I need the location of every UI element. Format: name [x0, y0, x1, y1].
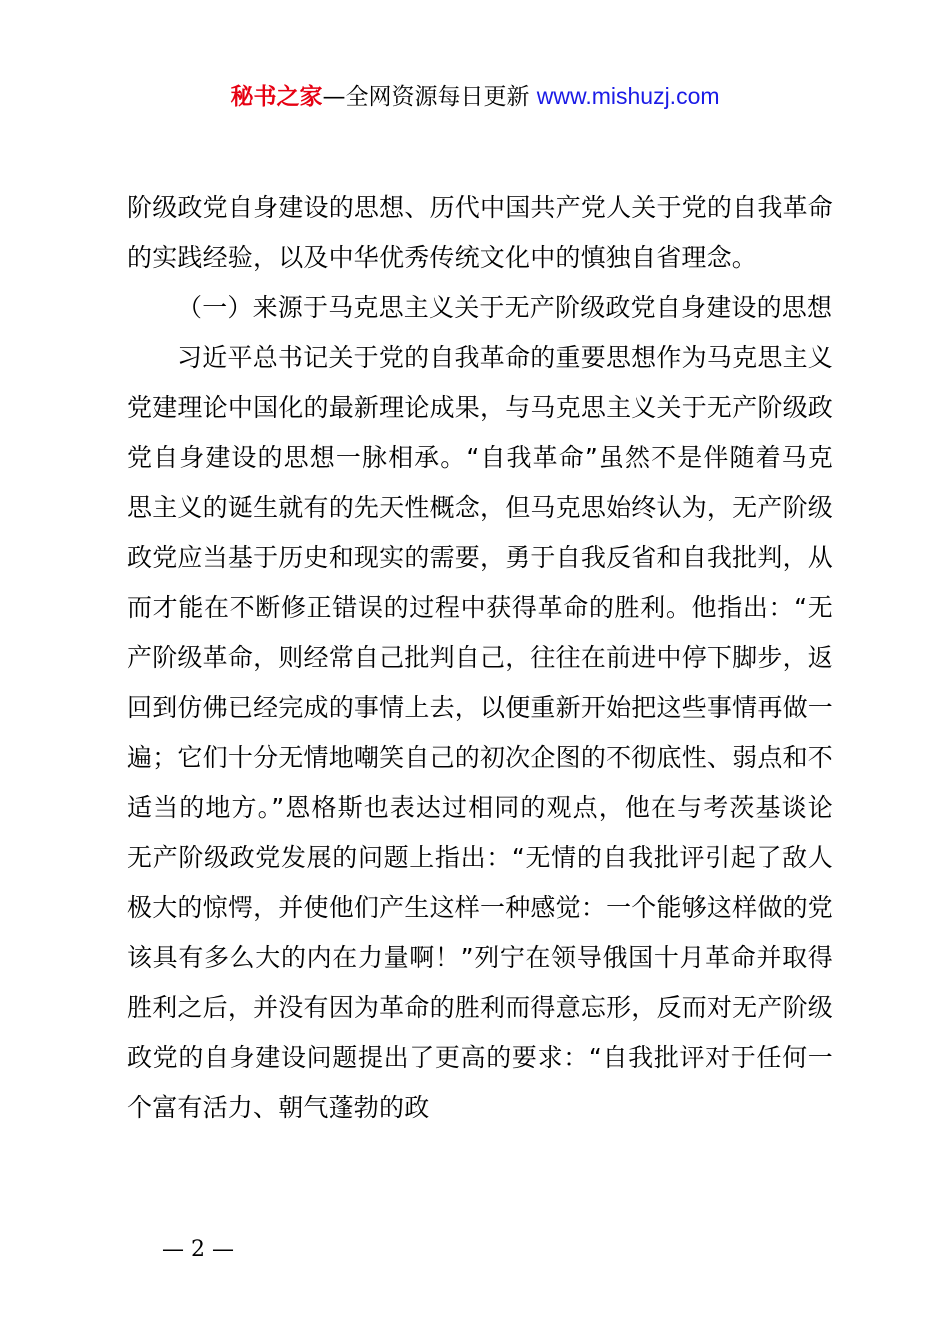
paragraph-continuation: 阶级政党自身建设的思想、历代中国共产党人关于党的自我革命的实践经验，以及中华优秀传统文化中的慎独自省理念。	[127, 193, 833, 272]
section-heading: （一）来源于马克思主义关于无产阶级政党自身建设的思想	[177, 293, 833, 322]
header-tagline: —全网资源每日更新	[322, 84, 537, 110]
document-body	[127, 183, 833, 1133]
page-number: — 2 —	[162, 1237, 234, 1262]
site-url-link[interactable]: www.mishuzj.com	[536, 83, 720, 109]
brand-name: 秘书之家	[230, 84, 323, 110]
site-header	[0, 80, 950, 113]
paragraph-main: 习近平总书记关于党的自我革命的重要思想作为马克思主义党建理论中国化的最新理论成果，与马克思主义关于无产阶级政党自身建设的思想一脉相承。“自我革命”虽然不是伴随着马克思主义的诞生就有的先天性概念，但马克思始终认为，无产阶级政党应当基于历史和现实的需要，勇于自我反省和自我批判，从而才能在不断修正错误的过程中获得革命的胜利。他指出：“无产阶级革命，则经常自己批判自己，往往在前进中停下脚步，返回到仿佛已经完成的事情上去，以便重新开始把这些事情再做一遍；它们十分无情地嘲笑自己的初次企图的不彻底性、弱点和不适当的地方。”恩格斯也表达过相同的观点，他在与考茨基谈论无产阶级政党发展的问题上指出：“无情的自我批评引起了敌人极大的惊愕，并使他们产生这样一种感觉：一个能够这样做的党该具有多么大的内在力量啊！”列宁在领导俄国十月革命并取得胜利之后，并没有因为革命的胜利而得意忘形，反而对无产阶级政党的自身建设问题提出了更高的要求：“自我批评对于任何一个富有活力、朝气蓬勃的政	[127, 343, 833, 1122]
